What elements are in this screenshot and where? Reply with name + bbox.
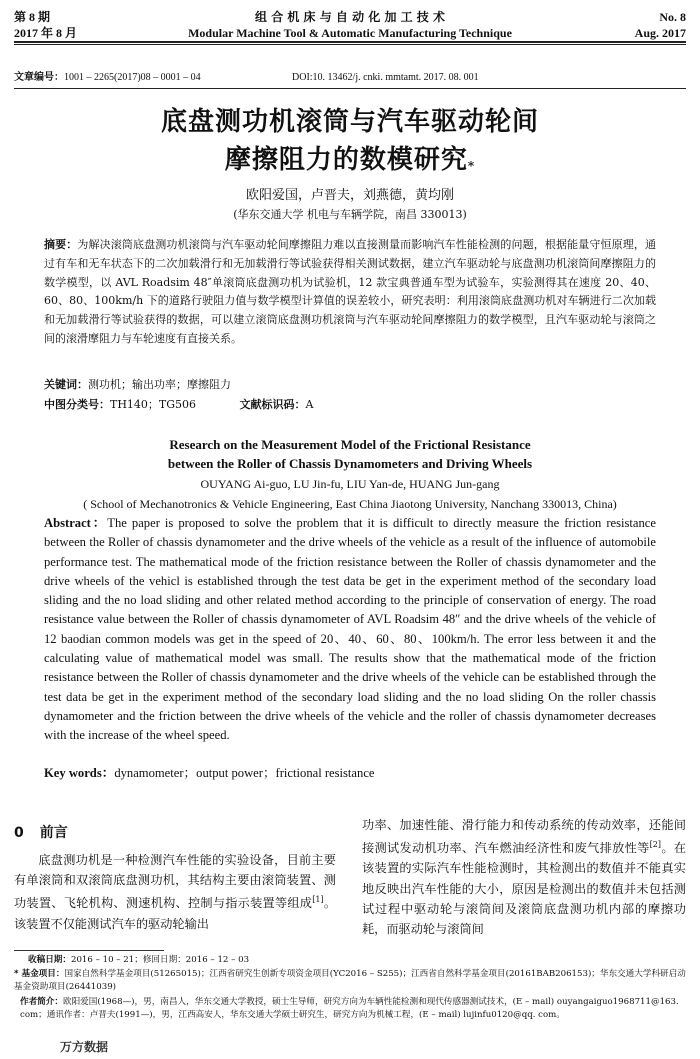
title-en-line2: between the Roller of Chassis Dynamometers and Driving Wheels (167, 456, 533, 471)
body-left-tail: 。该装置不仅能测试汽车的驱动轮输出 (14, 896, 337, 931)
article-no: 1001 – 2265(2017)08 – 0001 – 04 (64, 72, 201, 83)
body-right-column (362, 815, 686, 939)
authors-en: OUYANG Ai-guo, LU Jin-fu, LIU Yan-de, HUANG Jun-gang (200, 477, 500, 491)
citation-2[interactable]: [2] (649, 840, 661, 850)
keywords-en-text: dynamometer；output power；frictional resistance (114, 766, 375, 780)
date-en: Aug. 2017 (634, 26, 686, 40)
title-cn-line2-text: 摩擦阻力的数模研究 (224, 145, 468, 175)
abstract-cn-label: 摘要： (44, 238, 78, 251)
header-right (635, 9, 686, 41)
title-cn-line1: 底盘测功机滚筒与汽车驱动轮间 (160, 107, 539, 137)
author-bio: 欧阳爱国(1968—)，男，南昌人，华东交通大学教授，硕士生导师，研究方向为车辆性能检测和现代传感器测试技术，(E – mail) ouyangaiguo1968711@163. com；通讯作者：卢晋夫(1991—)，男，江西高安人，华东交通大学硕士研究生，研究方向为机械工程，(E – mail) lujinfu0120@qq. com。 (20, 997, 679, 1020)
body-left-column (14, 850, 336, 934)
body-right-text: 功率、加速性能、滑行能力和传动系统的传动效率，还能间接测试发动机功率、汽车燃油经济性和废气排放性等 (362, 818, 686, 856)
article-no-label: 文章编号： (14, 72, 64, 83)
section-heading (14, 824, 68, 842)
doi[interactable]: DOI:10. 13462/j. cnki. mmtamt. 2017. 08. 001 (292, 72, 479, 83)
abstract-en-text: The paper is proposed to solve the problem that it is difficult to directly measure the friction resistance between the Roller of chassis dynamometer and the drive wheels of the vehicle as a result of the influence of automobile performance test. The mathematical mode of the friction resistance between the Roller of chassis dynamometer and the drive wheels of the vehicl is established through the test data be get in the experiment method of the secondary load sliding and the no load sliding and other related method according to the principle of conservation of energy. The road resistance value between the Roller of chassis dynamometer of AVL Roadsim 48″ and the drive wheels of the vehicle of 12 baodian common models was get in the speed of 20、40、60、80、100km/h. The error less between it and the calculating value of mathematical model was small. The results show that the mathematical mode of the friction resistance between the Roller of chassis dynamometer and the drive wheels of the vehicle can be established through the test data be get in the experiment method of the secondary load sliding and the no load sliding On the roller chassis dynamometer and the friction between the drive wheels of the vehicle and the roller of chassis dynamometer decreases with the increase of the wheel speed. (44, 516, 656, 743)
journal-title-en: Modular Machine Tool & Automatic Manufacturing Technique (188, 26, 512, 40)
article-meta (14, 71, 201, 85)
keywords-cn-text: 测功机；输出功率；摩擦阻力 (88, 378, 231, 391)
date-cn: 2017 年 8 月 (14, 26, 78, 40)
footnote-fund (14, 968, 686, 994)
header-rule-thin (14, 44, 686, 45)
issue-cn: 第 8 期 (14, 10, 51, 24)
citation-1[interactable]: [1] (312, 895, 324, 905)
fund-text: 国家自然科学基金项目(51265015)；江西省研究生创新专项资金项目(YC2016 – S255)；江西省自然科学基金项目(20161BAB206153)；华东交通大学科研启动基金资助项目(26441039) (14, 969, 686, 992)
section-title: 前言 (39, 825, 68, 841)
author-label: 作者简介： (20, 997, 63, 1007)
watermark: 万方数据 (60, 1040, 109, 1054)
title-en-line1: Research on the Measurement Model of the Frictional Resistance (169, 437, 531, 452)
abstract-en-label: Abstract： (44, 516, 108, 530)
title-cn-line2 (0, 143, 700, 177)
issue-en: No. 8 (659, 10, 686, 24)
abstract-cn (44, 236, 656, 349)
header-rule (14, 41, 686, 43)
section-number: 0 (14, 825, 24, 841)
footnote-author (14, 996, 686, 1022)
meta-rule (14, 88, 686, 89)
received-dates: 2016 – 10 – 21；修回日期：2016 – 12 – 03 (70, 955, 250, 965)
clc-code: TH140；TG506 (110, 398, 197, 411)
clc-label: 中图分类号： (44, 398, 110, 411)
keywords-cn (44, 377, 231, 393)
body-left-text: 底盘测功机是一种检测汽车性能的实验设备，目前主要有单滚筒和双滚筒底盘测功机，其结构主要由滚筒装置、测功装置、飞轮机构、测速机构、控制与指示装置等组成 (14, 853, 336, 911)
received-label: 收稿日期： (28, 955, 71, 965)
keywords-en-label: Key words： (44, 766, 115, 780)
keywords-en (44, 765, 375, 781)
body-right-tail: 。在该装置的实际汽车性能检测时，其检测出的数值并不能真实地反映出汽车性能的大小，原因是检测出的数值并未包括测试过程中驱动轮与滚筒间及滚筒底盘测功机内部的摩擦功耗，而驱动轮与滚筒间 (362, 841, 687, 937)
title-en (0, 435, 700, 473)
footnote-rule (14, 950, 164, 951)
abstract-cn-text: 为解决滚筒底盘测功机滚筒与汽车驱动轮间摩擦阻力难以直接测量而影响汽车性能检测的问题，根据能量守恒原理，通过有车和无车状态下的二次加载滑行和无加载滑行等试验获得相关测试数据，建立汽车驱动轮与底盘测功机滚筒间摩擦阻力的数学模型，以 AVL Roadsim 48″单滚筒底盘测功机为试验机，12 款宝典普通车型为试验车，实验测得其在速度 20、40、60、80、100km/h 下的道路行驶阻力值与数学模型计算值的误差较小，研究表明：利用滚筒底盘测功机对车辆进行二次加载和无加载滑行等试验获得的数据，可以建立滚筒底盘测功机滚筒与汽车驱动轮间摩擦阻力的数学模型，且汽车驱动轮与滚筒之间的滚滑摩阻力与车轮速度有直接关系。 (44, 238, 656, 345)
classification (44, 397, 314, 413)
header-center (0, 9, 700, 41)
authors-cn: 欧阳爱国，卢晋夫，刘燕德，黄均刚 (245, 188, 454, 203)
keywords-cn-label: 关键词： (44, 378, 88, 391)
journal-title-cn: 组 合 机 床 与 自 动 化 加 工 技 术 (255, 10, 445, 24)
doc-code-label: 文献标识码： (239, 398, 306, 411)
abstract-en (44, 514, 656, 746)
title-footnote-mark: * (467, 159, 476, 173)
fund-label: * 基金项目： (14, 969, 65, 979)
affiliation-cn: (华东交通大学 机电与车辆学院，南昌 330013) (233, 208, 467, 221)
affiliation-en: ( School of Mechanotronics & Vehicle Engineering, East China Jiaotong University, Nanchang 330013, China) (83, 497, 617, 511)
doc-code: A (305, 398, 314, 411)
footnote-received (14, 954, 700, 967)
